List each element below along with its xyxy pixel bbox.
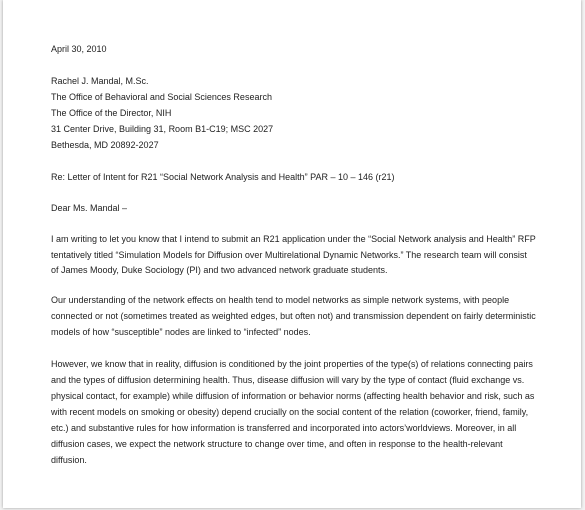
letter-date: April 30, 2010 xyxy=(51,44,107,54)
paragraph-line: with recent models on smoking or obesity) depend crucially on the social content of the relation (coworker, friend, family, xyxy=(51,407,529,417)
paragraph-line: and the types of diffusion determining health. Thus, disease diffusion will vary by the type of contact (fluid exchange vs. xyxy=(51,375,525,385)
paragraph-line: tentatively titled “Simulation Models for Diffusion over Multirelational Dynamic Networks.” The research team will consist xyxy=(51,250,527,260)
subject-line: Re: Letter of Intent for R21 “Social Network Analysis and Health” PAR – 10 – 146 (r21) xyxy=(51,172,395,182)
paragraph-line: models of how “susceptible” nodes are linked to “infected” nodes. xyxy=(51,327,311,337)
paragraph-line: etc.) and substantive rules for how information is transferred and incorporated into actors’worldviews. Moreover, in all xyxy=(51,423,517,433)
paragraph-line: Our understanding of the network effects on health tend to model networks as simple network systems, with people xyxy=(51,295,510,305)
address-line: The Office of the Director, NIH xyxy=(51,108,172,118)
paragraph-line: connected or not (sometimes treated as weighted edges, but often not) and transmission dependent on fairly deterministic xyxy=(51,311,536,321)
address-line: Rachel J. Mandal, M.Sc. xyxy=(51,76,149,86)
paragraph-line: However, we know that in reality, diffusion is conditioned by the joint properties of the type(s) of relations connecting pairs xyxy=(51,359,533,369)
paragraph-line: physical contact, for example) while diffusion of information or behavior norms (affecting health behavior and risk, such as xyxy=(51,391,535,401)
paragraph-line: I am writing to let you know that I intend to submit an R21 application under the “Social Network analysis and Health” RFP xyxy=(51,234,536,244)
paragraph-line: diffusion. xyxy=(51,455,87,465)
paragraph-line: of James Moody, Duke Sociology (PI) and two advanced network graduate students. xyxy=(51,265,388,275)
address-line: The Office of Behavioral and Social Sciences Research xyxy=(51,92,272,102)
address-line: Bethesda, MD 20892-2027 xyxy=(51,140,159,150)
paragraph-line: diffusion cases, we expect the network structure to change over time, and often in response to the health-relevant xyxy=(51,439,503,449)
salutation: Dear Ms. Mandal – xyxy=(51,203,128,213)
address-line: 31 Center Drive, Building 31, Room B1-C19; MSC 2027 xyxy=(51,124,274,134)
document-page xyxy=(3,0,581,508)
